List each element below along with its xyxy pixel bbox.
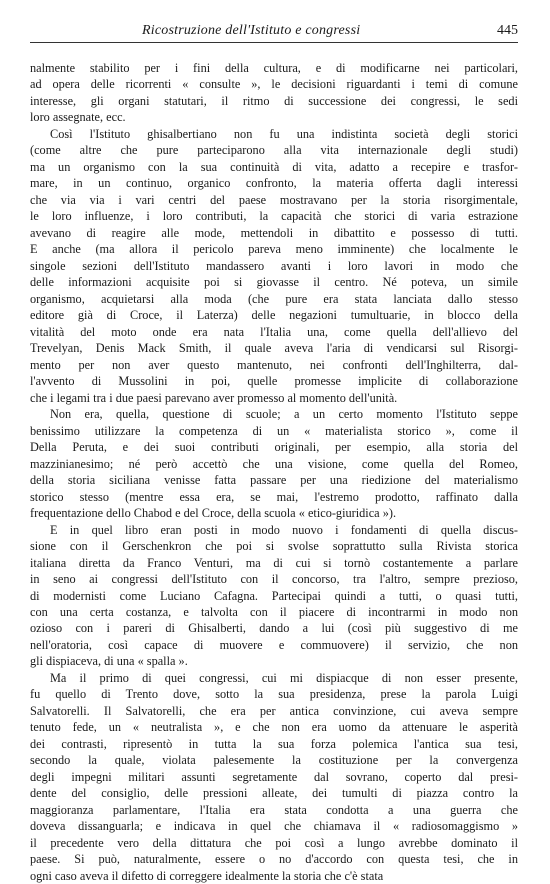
text-line: nell'oratoria, così capace di muovere e commuovere) il servizio, che non	[30, 637, 518, 652]
paragraph	[30, 522, 518, 670]
text-line: con una certa costanza, e talvolta con il piacere di incontrarmi in modo non	[30, 604, 518, 619]
text-line: mazzinianesimo; né però accettò che una visione, come quella del Romeo,	[30, 456, 518, 471]
text-line: ogni caso aveva il difetto di correggere idealmente la storia che c'è stata	[30, 868, 384, 883]
text-line: delle informazioni acquisite poi si giovasse il centro. Né poteva, un simile	[30, 275, 518, 290]
text-line: gli dispiaceva, di una « spalla ».	[30, 654, 188, 669]
text-line: tenuto fede, un « neutralista », e che non era uomo da attenuare le asperità	[30, 720, 518, 735]
text-line: in seno ai congressi dell'Istituto con il concorso, tra l'altro, sempre prezioso,	[30, 572, 518, 587]
text-line: singole sezioni dell'Istituto mandassero avanti i loro lavori in modo che	[30, 258, 518, 273]
running-header	[30, 22, 518, 43]
text-line: ad opera delle ricorrenti « consulte », le decisioni riguardanti i temi di comune	[30, 77, 518, 92]
paragraph	[30, 60, 518, 126]
text-line: le loro influenze, i loro contributi, la capacità che storici di varia estrazione	[30, 209, 518, 224]
text-line: Così l'Istituto ghisalbertiano non fu una indistinta società degli storici	[50, 126, 518, 141]
paragraph	[30, 406, 518, 521]
text-line: della storia siciliana venisse fatta passare per una riedizione del materialismo	[30, 473, 518, 488]
text-line: ozioso con i pareri di Ghisalberti, dando a lui (così più suggestivo di me	[30, 621, 518, 636]
text-line: editore già di Croce, il Laterza) delle negazioni tumultuarie, in blocco della	[30, 308, 518, 323]
text-line: frequentazione dello Chabod e del Croce, della scuola « etico-giuridica »).	[30, 506, 397, 521]
text-line: Non era, quella, questione di scuole; a un certo momento l'Istituto seppe	[50, 407, 518, 422]
text-line: nalmente stabilito per i fini della cultura, e di modificarne nei particolari,	[30, 61, 518, 75]
paragraph	[30, 126, 518, 406]
text-line: (come altre che pure parteciparono alla vita internazionale degli studi)	[30, 143, 518, 158]
body-text	[30, 60, 518, 884]
text-line: vitalità del moto onde era nata l'Italia una, come quella dell'allievo del	[30, 324, 518, 339]
text-line: che i legami tra i due paesi parevano aver promesso al momento dell'unità.	[30, 390, 398, 405]
text-line: E anche (ma allora il pericolo pareva meno imminente) che localmente le	[30, 242, 518, 257]
text-line: l'avvento di Mussolini in poi, quelle promesse implicite di collaborazione	[30, 374, 518, 389]
text-line: che via via i vari centri del paese mostravano per la storia risorgimentale,	[30, 192, 518, 207]
text-line: benissimo utilizzare la competenza di un « materialista storico », come il	[30, 423, 518, 438]
text-line: interesse, gli organi statutari, il ritmo di successione dei congressi, le sedi	[30, 93, 518, 108]
text-line: degli impegni militari assunti segretamente dal sovrano, coperto dal presi-	[30, 769, 518, 784]
text-line: Ma il primo di quei congressi, cui mi dispiacque di non esser presente,	[50, 670, 518, 685]
text-line: doveva dissanguarla; e indicava in quel che chiamava il « radiosomaggismo »	[30, 819, 518, 834]
text-line: loro assegnate, ecc.	[30, 110, 126, 125]
text-line: il precedente vero della dittatura che poi così a lungo avrebbe dominato il	[30, 835, 518, 850]
text-line: ma un organismo con la sua continuità di vita, adatto a recepire e trasfor-	[30, 159, 518, 174]
text-line: fu quello di Trento dove, sotto la sua presidenza, prese la parola Luigi	[30, 687, 518, 702]
text-line: paese. Si può, naturalmente, essere o no d'accordo con questa tesi, che in	[30, 852, 518, 867]
text-line: Trevelyan, Denis Mack Smith, il quale aveva l'aria di vendicarsi sul Risorgi-	[30, 341, 518, 356]
page-number: 445	[497, 23, 518, 38]
text-line: maggioranza parlamentare, l'Italia era stata condotta a una guerra che	[30, 802, 518, 817]
text-line: E in quel libro eran posti in modo nuovo i fondamenti di quella discus-	[50, 522, 518, 537]
text-line: mento per non aver questo mantenuto, nei confronti dell'Inghilterra, dal-	[30, 357, 518, 372]
text-line: italiana diretta da Franco Venturi, ma di cui si tornò costantemente a parlare	[30, 555, 518, 570]
text-line: di modernisti come Luciano Cafagna. Partecipai quindi a tutti, o quasi tutti,	[30, 588, 518, 603]
text-line: Salvatorelli. Il Salvatorelli, che era per antica convinzione, cui aveva sempre	[30, 703, 518, 718]
text-line: mare, in un continuo, organico confronto, la materia offerta dagli interessi	[30, 176, 518, 191]
paragraph	[30, 670, 518, 884]
text-line: secondo la quale, violata palesemente la costituzione per la convergenza	[30, 753, 518, 768]
text-line: avevano di reagire alle mode, mettendoli in dibattito e possesso di tutti.	[30, 225, 518, 240]
text-line: Della Peruta, e dei suoi contributi originali, per esempio, alla storia del	[30, 440, 518, 455]
text-line: storico stesso (mentre essa era, se mai, l'estremo prodotto, raffinato dalla	[30, 489, 518, 504]
running-title: Ricostruzione dell'Istituto e congressi	[142, 23, 361, 38]
text-line: dei contrasti, ripresentò in tutta la sua forza polemica l'antica sua tesi,	[30, 736, 518, 751]
text-line: dente del consiglio, delle pressioni alleate, dei tumulti di piazza contro la	[30, 786, 518, 801]
text-line: organismo, acquietarsi alla moda (che pure era stata lanciata dallo stesso	[30, 291, 518, 306]
text-line: sione con il Gerschenkron che poi si svolse soprattutto sulla Rivista storica	[30, 539, 518, 554]
